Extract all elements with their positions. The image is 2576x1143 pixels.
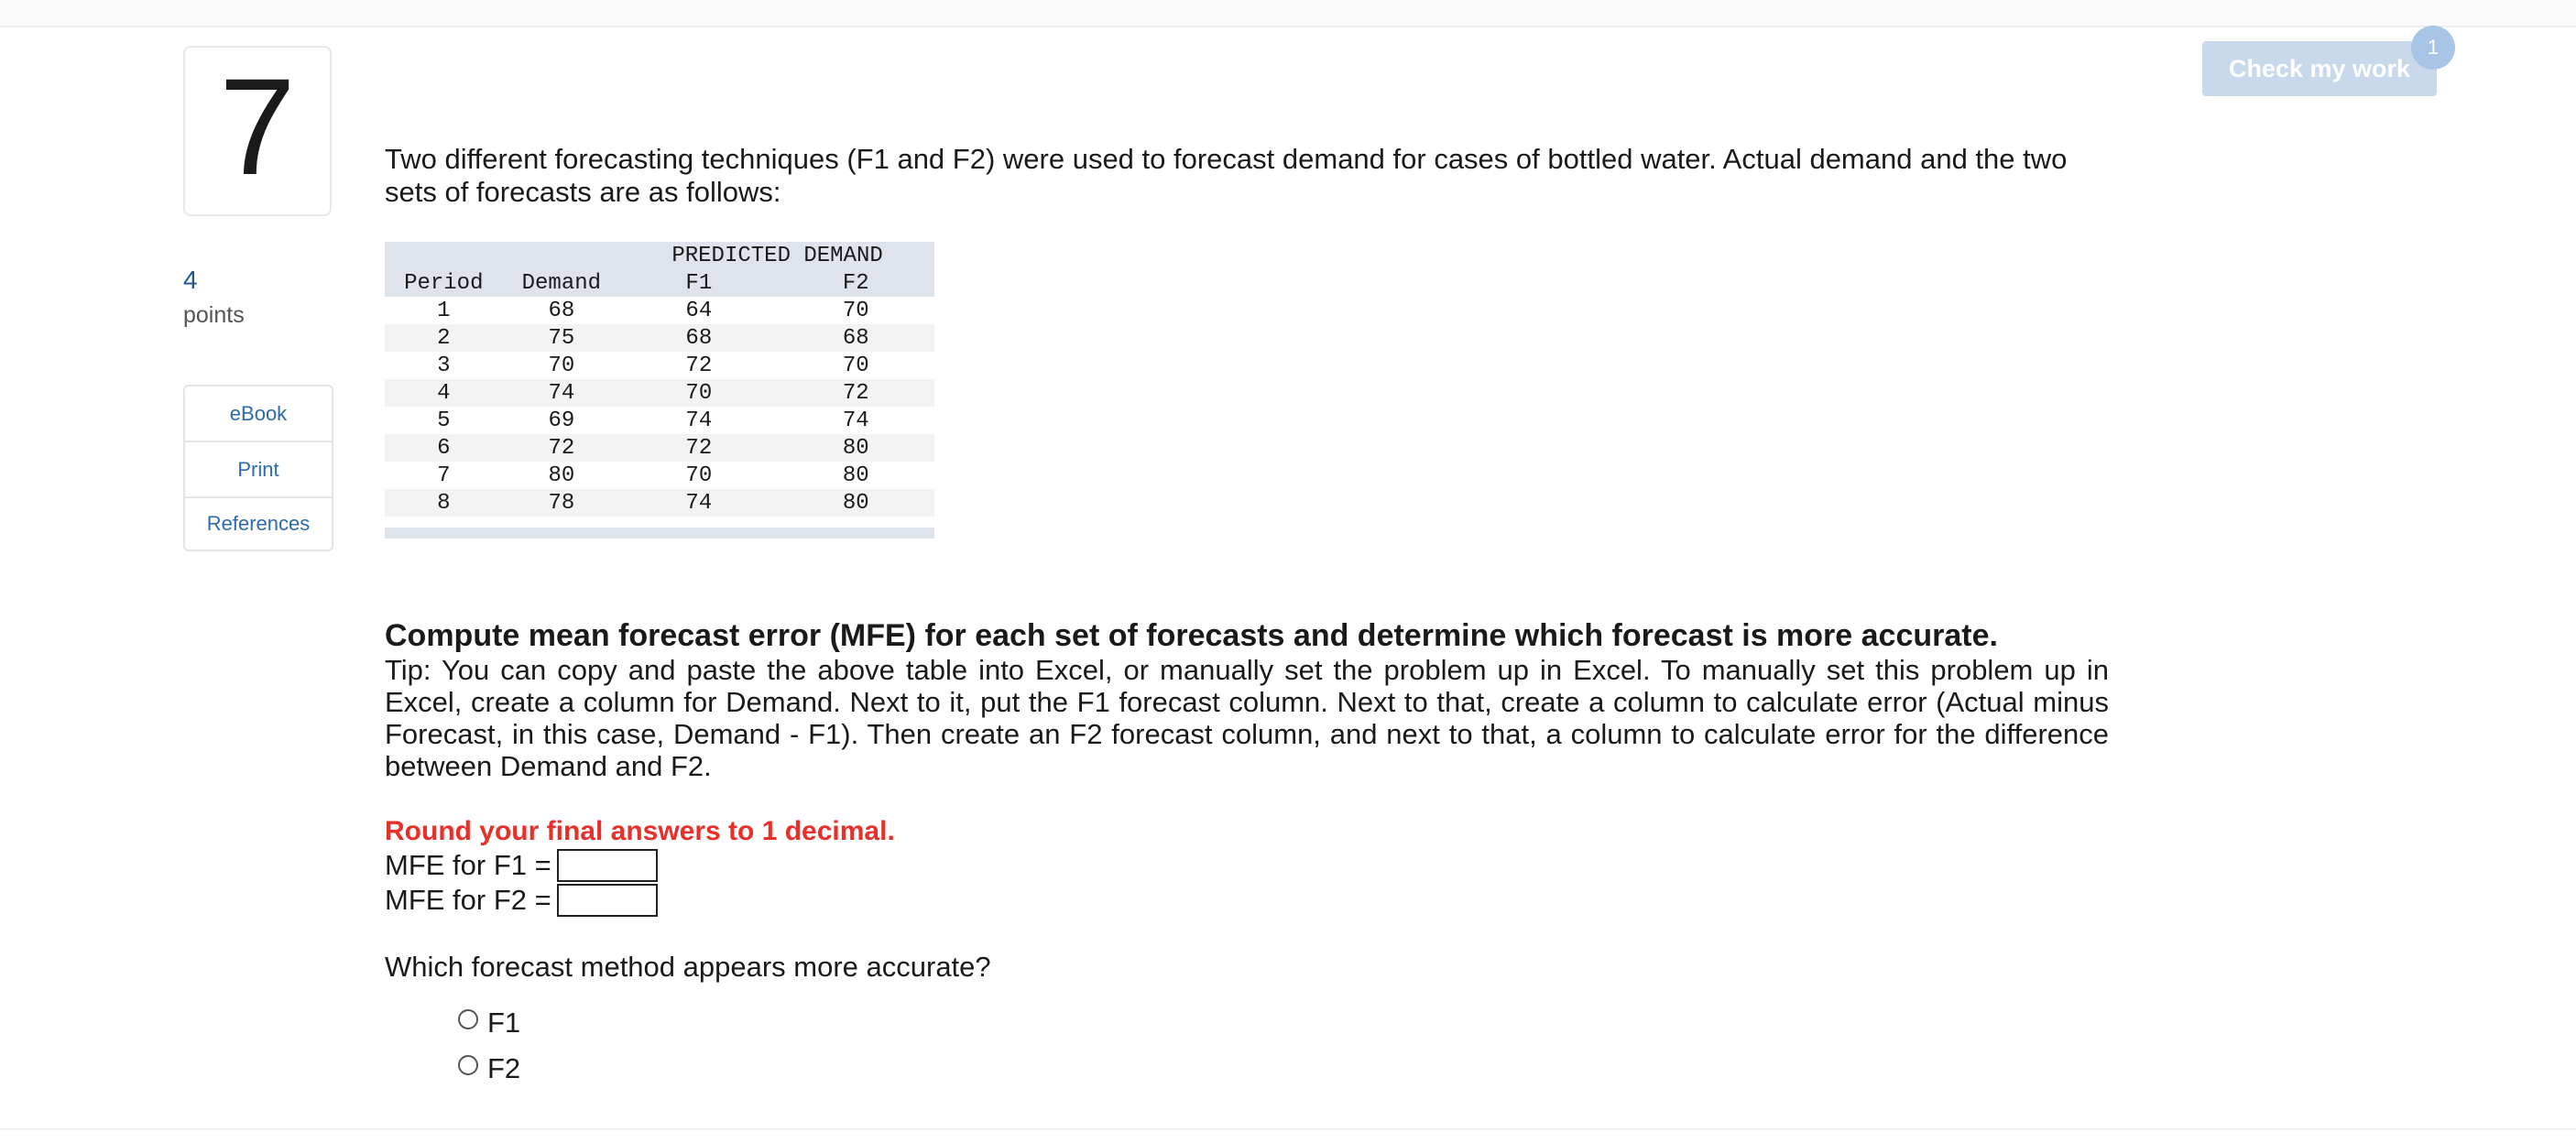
- table-row: [385, 297, 934, 324]
- table-row: [385, 434, 934, 462]
- ebook-link[interactable]: eBook: [185, 386, 332, 442]
- option-f1-label: F1: [487, 1007, 521, 1039]
- mfe-f1-row: [385, 848, 2109, 883]
- mfe-f1-label: MFE for F1 =: [385, 849, 551, 881]
- top-bar: [0, 0, 2576, 27]
- table-cell: 72: [620, 352, 777, 379]
- table-row: [385, 462, 934, 489]
- mfe-f2-input[interactable]: [557, 884, 658, 917]
- table-cell: 72: [778, 379, 934, 407]
- table-cell: 5: [385, 407, 503, 434]
- mfe-f1-input[interactable]: [557, 849, 658, 882]
- table-footer-bar: [385, 528, 934, 539]
- points-label: points: [183, 302, 245, 328]
- table-cell: 80: [778, 462, 934, 489]
- points-value: 4: [183, 266, 198, 294]
- table-row: [385, 352, 934, 379]
- option-f2-label: F2: [487, 1052, 521, 1084]
- table-cell: 74: [503, 379, 621, 407]
- demand-table: [385, 242, 934, 517]
- check-count-badge: 1: [2411, 26, 2455, 70]
- table-cell: 70: [778, 352, 934, 379]
- rounding-instruction: Round your final answers to 1 decimal.: [385, 816, 895, 846]
- radio-f1[interactable]: [458, 1009, 478, 1029]
- table-cell: 64: [620, 297, 777, 324]
- question-content: [385, 143, 2109, 1092]
- table-cell: 80: [503, 462, 621, 489]
- table-cell: 7: [385, 462, 503, 489]
- table-cell: 68: [620, 324, 777, 352]
- table-cell: 4: [385, 379, 503, 407]
- table-cell: 70: [620, 379, 777, 407]
- table-cell: 74: [778, 407, 934, 434]
- table-group-header: PREDICTED DEMAND: [620, 242, 934, 269]
- table-cell: 6: [385, 434, 503, 462]
- option-f2[interactable]: [458, 1046, 2109, 1092]
- table-cell: 80: [778, 434, 934, 462]
- table-cell: 1: [385, 297, 503, 324]
- table-row: [385, 379, 934, 407]
- accuracy-question: Which forecast method appears more accurate?: [385, 951, 991, 983]
- table-header-period: Period: [385, 269, 503, 297]
- table-cell: 78: [503, 489, 621, 517]
- mfe-f2-row: [385, 883, 2109, 918]
- table-cell: 68: [503, 297, 621, 324]
- table-group-spacer: [385, 242, 503, 269]
- question-heading: Compute mean forecast error (MFE) for each set of forecasts and determine which forecast is more accurate.: [385, 618, 1998, 653]
- table-header-f2: F2: [778, 269, 934, 297]
- table-cell: 70: [778, 297, 934, 324]
- radio-f2[interactable]: [458, 1055, 478, 1075]
- check-my-work-button[interactable]: Check my work: [2202, 41, 2437, 96]
- table-cell: 8: [385, 489, 503, 517]
- table-cell: 3: [385, 352, 503, 379]
- intro-text: Two different forecasting techniques (F1 and F2) were used to forecast demand for cases of bottled water. Actual demand and the two sets of forecasts are as follows:: [385, 143, 2068, 208]
- table-cell: 72: [620, 434, 777, 462]
- table-cell: 70: [503, 352, 621, 379]
- table-cell: 2: [385, 324, 503, 352]
- tip-text: Tip: You can copy and paste the above table into Excel, or manually set the problem up in Excel. To manually set this problem up in Excel, create a column for Demand. Next to it, put the F1 forecast column. Next to that, create a column to calculate error (Actual minus Forecast, in this case, Demand - F1). Then create an F2 forecast column, and next to that, a column to calculate error for the difference between Demand and F2.: [385, 654, 2109, 782]
- table-cell: 70: [620, 462, 777, 489]
- print-link[interactable]: Print: [185, 442, 332, 498]
- table-header-demand: Demand: [503, 269, 621, 297]
- table-header-f1: F1: [620, 269, 777, 297]
- question-number-box: [183, 46, 332, 216]
- table-row: [385, 324, 934, 352]
- table-cell: 75: [503, 324, 621, 352]
- table-group-spacer: [503, 242, 621, 269]
- table-cell: 69: [503, 407, 621, 434]
- question-tools: [183, 385, 333, 551]
- question-number: 7: [219, 49, 296, 203]
- table-row: [385, 407, 934, 434]
- table-cell: 74: [620, 489, 777, 517]
- option-f1[interactable]: [458, 1000, 2109, 1046]
- table-cell: 74: [620, 407, 777, 434]
- table-cell: 68: [778, 324, 934, 352]
- table-cell: 72: [503, 434, 621, 462]
- table-row: [385, 489, 934, 517]
- references-link[interactable]: References: [206, 512, 311, 535]
- mfe-f2-label: MFE for F2 =: [385, 884, 551, 916]
- table-cell: 80: [778, 489, 934, 517]
